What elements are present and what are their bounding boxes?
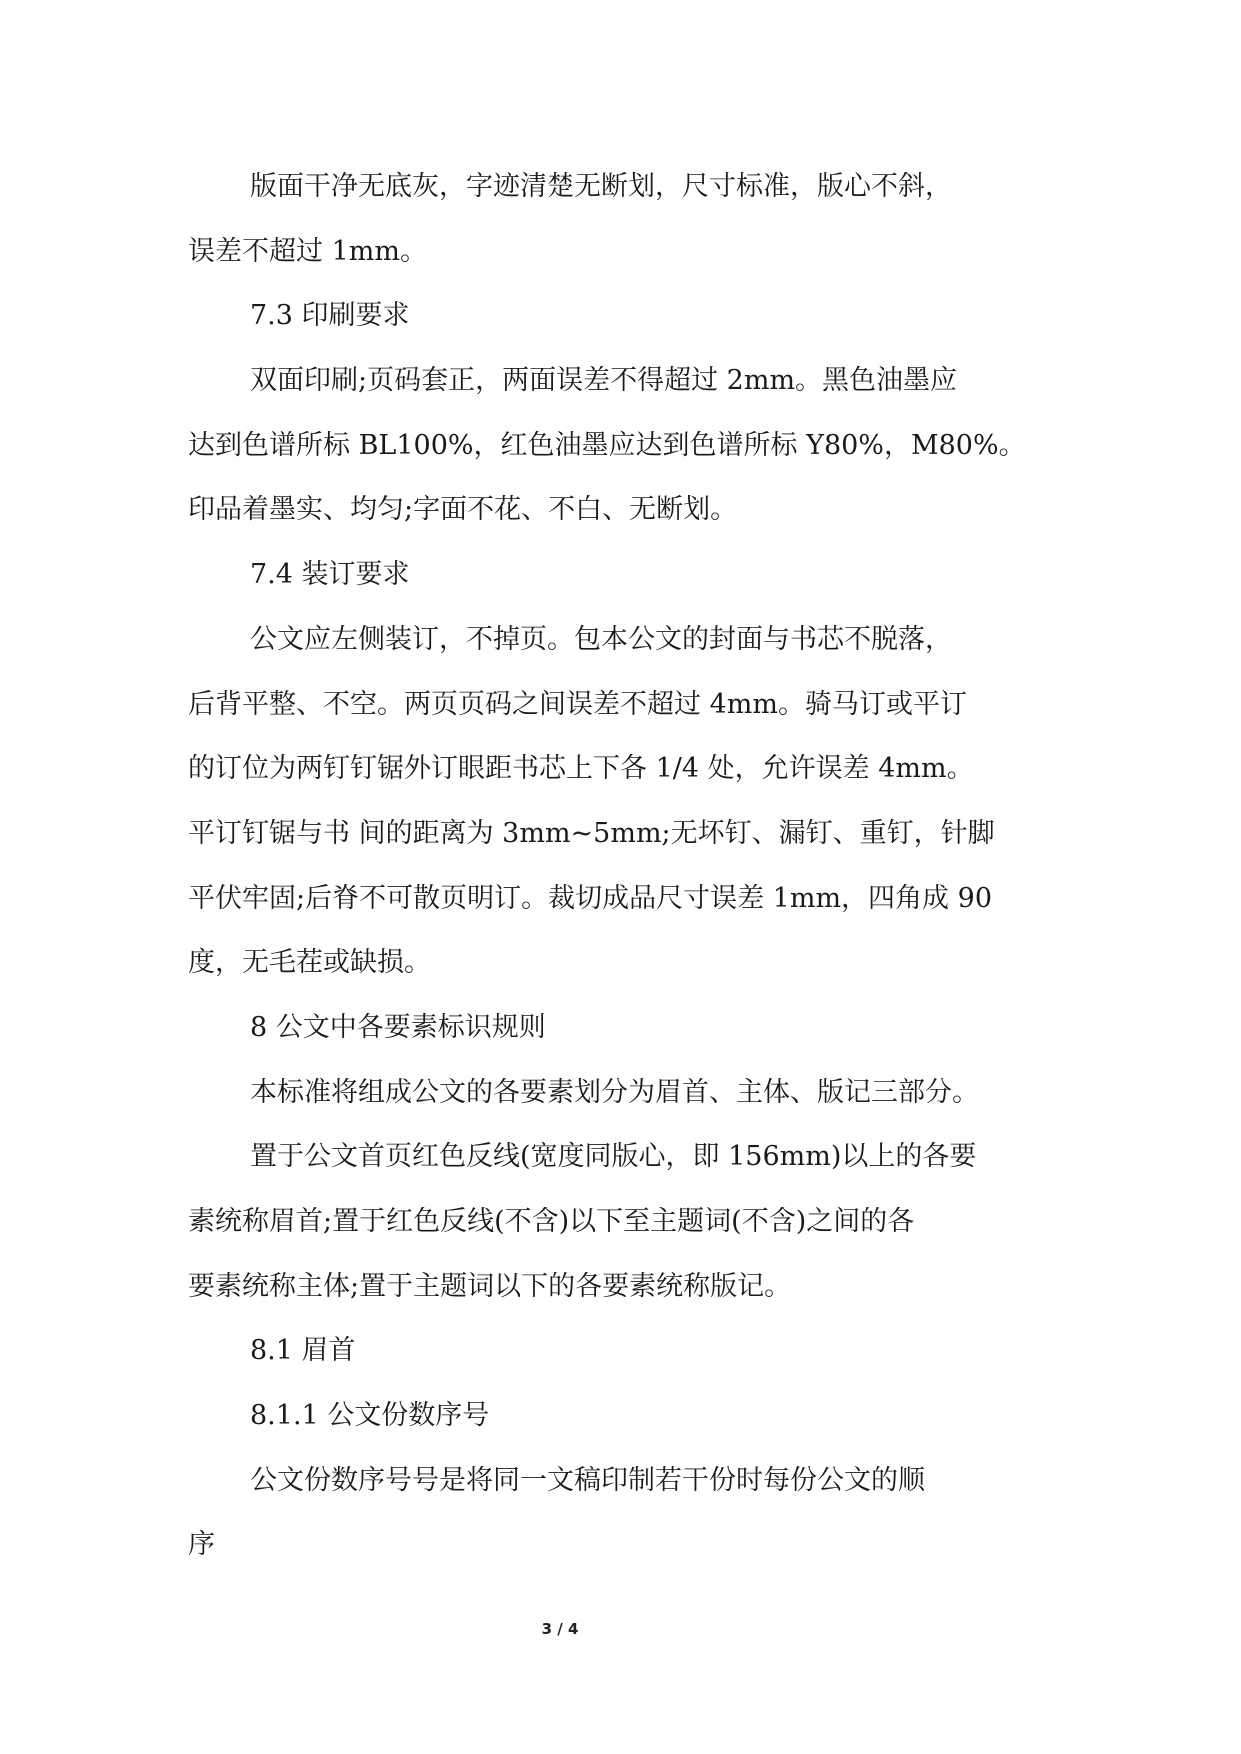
- text-line: 素统称眉首;置于红色反线(不含)以下至主题词(不含)之间的各: [188, 1206, 915, 1237]
- text-line: 双面印刷;页码套正，两面误差不得超过 2mm。黑色油墨应: [250, 365, 958, 397]
- text-line: 后背平整、不空。两页页码之间误差不超过 4mm。骑马订或平订: [188, 688, 967, 720]
- text-line: 平订钉锯与书 间的距离为 3mm~5mm;无坏钉、漏钉、重钉，针脚: [188, 817, 995, 849]
- section-heading-7-3: [188, 284, 1088, 349]
- heading-line: 8 公文中各要素标识规则: [250, 1011, 546, 1043]
- section-heading-7-4: [188, 543, 1088, 608]
- paragraph: [188, 155, 1088, 284]
- heading-line: 7.4 装订要求: [250, 559, 410, 591]
- section-heading-8-1-1: [188, 1384, 1088, 1449]
- text-line: 平伏牢固;后脊不可散页明订。裁切成品尺寸误差 1mm，四角成 90: [188, 882, 993, 914]
- text-line: 置于公文首页红色反线(宽度同版心，即 156mm)以上的各要: [250, 1141, 977, 1173]
- paragraph: [188, 608, 1088, 996]
- text-line: 达到色谱所标 BL100%，红色油墨应达到色谱所标 Y80%，M80%。: [188, 429, 1026, 461]
- text-line: 版面干净无底灰，字迹清楚无断划，尺寸标准，版心不斜，: [250, 171, 952, 202]
- paragraph: [188, 1125, 1088, 1319]
- section-heading-8-1: [188, 1319, 1088, 1384]
- text-line: 公文份数序号号是将同一文稿印制若干份时每份公文的顺: [250, 1464, 925, 1496]
- text-line: 印品着墨实、均匀;字面不花、不白、无断划。: [188, 494, 738, 526]
- paragraph: [188, 349, 1088, 543]
- text-line: 误差不超过 1mm。: [188, 235, 427, 267]
- paragraph: [188, 1061, 1088, 1126]
- page-number: 3 / 4: [541, 1620, 579, 1638]
- paragraph: [188, 1449, 1088, 1578]
- text-line: 本标准将组成公文的各要素划分为眉首、主体、版记三部分。: [250, 1076, 979, 1108]
- text-line: 要素统称主体;置于主题词以下的各要素统称版记。: [188, 1270, 792, 1302]
- text-line: 公文应左侧装订，不掉页。包本公文的封面与书芯不脱落，: [250, 623, 952, 655]
- text-line: 的订位为两钉钉锯外订眼距书芯上下各 1/4 处，允许误差 4mm。: [188, 753, 974, 785]
- text-line: 序: [188, 1529, 215, 1561]
- document-body: [188, 155, 1088, 1578]
- heading-line: 7.3 印刷要求: [250, 300, 410, 332]
- heading-line: 8.1 眉首: [250, 1335, 356, 1367]
- section-heading-8: [188, 996, 1088, 1061]
- text-line: 度，无毛茬或缺损。: [188, 947, 431, 979]
- heading-line: 8.1.1 公文份数序号: [250, 1400, 490, 1432]
